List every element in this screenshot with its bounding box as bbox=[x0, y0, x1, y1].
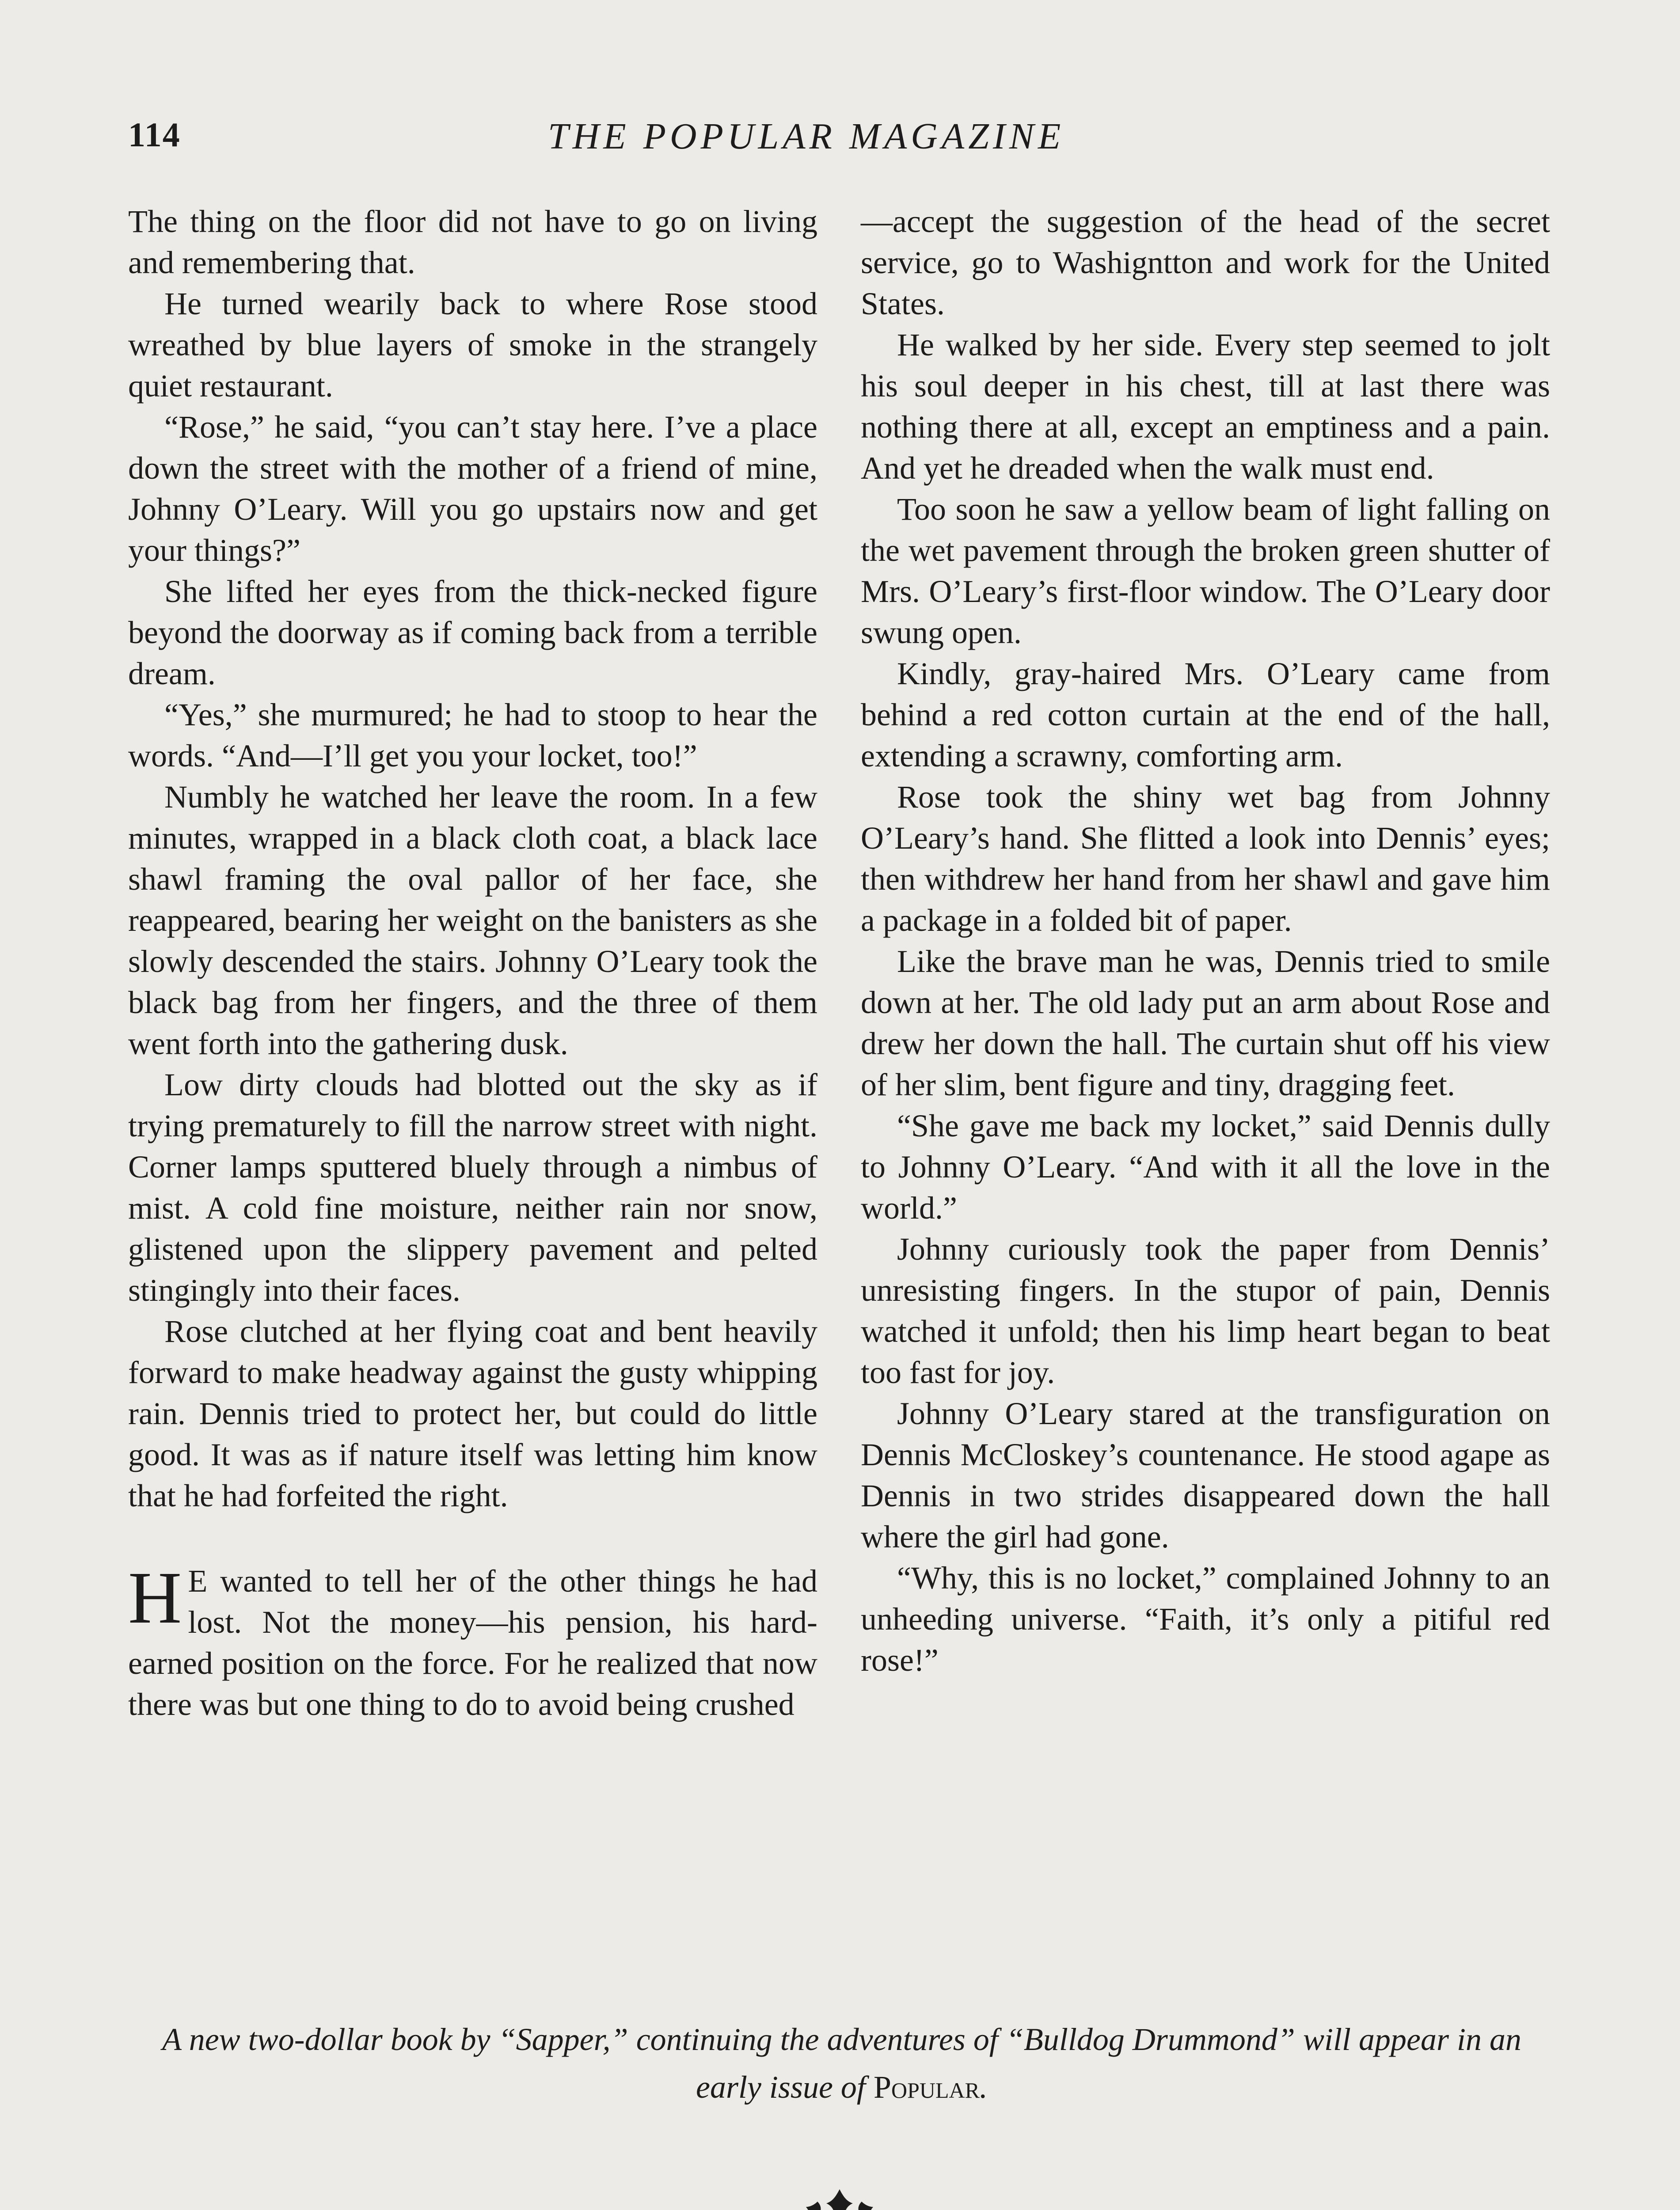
paragraph: He turned wearily back to where Rose stood wreathed by blue layers of smoke in the strangely quiet restaurant. bbox=[128, 286, 817, 404]
paragraph: Johnny curiously took the paper from Dennis’ unresisting fingers. In the stupor of pain, Dennis watched it unfold; then his limp heart began to beat too fast for joy. bbox=[861, 1231, 1550, 1390]
paragraph: Johnny O’Leary stared at the transfiguration on Dennis McCloskey’s countenance. He stood agape as Dennis in two strides disappeared down the hall where the girl had gone. bbox=[861, 1396, 1550, 1555]
paragraph: Too soon he saw a yellow beam of light falling on the wet pavement through the broken green shutter of Mrs. O’Leary’s first-floor window. The O’Leary door swung open. bbox=[861, 492, 1550, 650]
book-announcement bbox=[128, 2016, 1555, 2111]
page-number: 114 bbox=[128, 115, 181, 154]
running-title: THE POPULAR MAGAZINE bbox=[548, 116, 1065, 157]
announcement-end: . bbox=[980, 2069, 988, 2105]
dropcap-paragraph bbox=[128, 1557, 817, 1725]
paragraph: She lifted her eyes from the thick-necked figure beyond the doorway as if coming back from a terrible dream. bbox=[128, 574, 817, 691]
left-column bbox=[128, 201, 817, 1725]
announcement-text: A new two-dollar book by “Sapper,” continuing the adventures of “Bulldog Drummond” will appear in an early issue of bbox=[162, 2022, 1521, 2105]
paragraph: Kindly, gray-haired Mrs. O’Leary came from behind a red cotton curtain at the end of the hall, extending a scrawny, comforting arm. bbox=[861, 656, 1550, 774]
right-column bbox=[861, 201, 1550, 1681]
paragraph: Numbly he watched her leave the room. In a few minutes, wrapped in a black cloth coat, a black lace shawl framing the oval pallor of her face, she reappeared, bearing her weight on the banisters as she slowly descended the stairs. Johnny O’Leary took the black bag from her fingers, and the three of them went forth into the gathering dusk. bbox=[128, 779, 817, 1061]
paragraph: Rose clutched at her flying coat and bent heavily forward to make headway against the gusty whipping rain. Dennis tried to protect her, but could do little good. It was as if nature itself was letting him know that he had forfeited the right. bbox=[128, 1314, 817, 1513]
leaf-ornament-icon bbox=[804, 2186, 875, 2210]
paragraph: “Rose,” he said, “you can’t stay here. I’ve a place down the street with the mother of a friend of mine, Johnny O’Leary. Will you go upstairs now and get your things?” bbox=[128, 409, 817, 568]
page-header bbox=[128, 115, 1555, 164]
paragraph: Rose took the shiny wet bag from Johnny O’Leary’s hand. She flitted a look into Dennis’ eyes; then withdrew her hand from her shawl and gave him a package in a folded bit of paper. bbox=[861, 779, 1550, 938]
paragraph: Low dirty clouds had blotted out the sky as if trying prematurely to fill the narrow street with night. Corner lamps sputtered bluely through a nimbus of mist. A cold fine moisture, neither rain nor snow, glistened upon the slippery pavement and pelted stingingly into their faces. bbox=[128, 1067, 817, 1308]
paragraph-text: wanted to tell her of the other things he had lost. Not the money—his pension, his hard-earned position on the force. For he realized that now there was but one thing to do to avoid being crushed bbox=[128, 1563, 817, 1722]
drop-cap: H bbox=[128, 1557, 182, 1639]
leaf-ornament-graphic bbox=[804, 2186, 875, 2210]
magazine-name: Popular bbox=[873, 2069, 980, 2105]
paragraph-continuation: —accept the suggestion of the head of the secret service, go to Washigntton and work for the United States. bbox=[861, 204, 1550, 321]
paragraph: Like the brave man he was, Dennis tried to smile down at her. The old lady put an arm about Rose and drew her down the hall. The curtain shut off his view of her slim, bent figure and tiny, dragging feet. bbox=[861, 944, 1550, 1102]
paragraph: The thing on the floor did not have to go on living and remembering that. bbox=[128, 204, 817, 280]
paragraph: “Why, this is no locket,” complained Johnny to an unheeding universe. “Faith, it’s only a pitiful red rose!” bbox=[861, 1560, 1550, 1678]
small-caps-lead: E bbox=[188, 1563, 208, 1599]
paragraph: He walked by her side. Every step seemed to jolt his soul deeper in his chest, till at last there was nothing there at all, except an emptiness and a pain. And yet he dreaded when the walk must end. bbox=[861, 327, 1550, 486]
section-break bbox=[128, 1517, 817, 1561]
paragraph: “She gave me back my locket,” said Dennis dully to Johnny O’Leary. “And with it all the love in the world.” bbox=[861, 1108, 1550, 1226]
paragraph: “Yes,” she murmured; he had to stoop to hear the words. “And—I’ll get you your locket, too!” bbox=[128, 697, 817, 774]
